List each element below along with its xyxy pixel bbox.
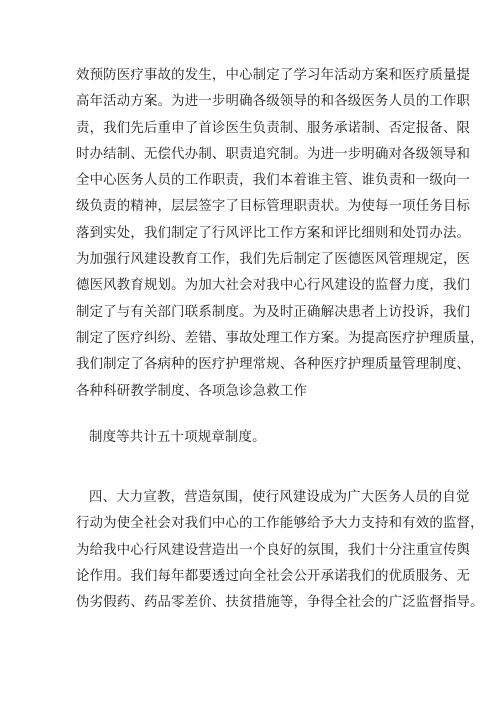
text-line: 我们制定了各病种的医疗护理常规、各种医疗护理质量管理制度、: [76, 357, 471, 373]
text-line: 德医风教育规划。为加大社会对我中心行风建设的监督力度，我们: [76, 278, 471, 294]
text-line: 制定了与有关部门联系制度。为及时正确解决患者上访投诉，我们: [76, 304, 471, 320]
text-line: 落到实处，我们制定了行风评比工作方案和评比细则和处罚办法。: [76, 225, 471, 241]
text-line: 级负责的精神，层层签字了目标管理职责状。为使每一项任务目标: [76, 199, 471, 215]
text-line: 为加强行风建设教育工作，我们先后制定了医德医风管理规定，医: [76, 252, 471, 268]
section-heading-line: 四、大力宣教，营造氛围，使行风建设成为广大医务人员的自觉: [89, 490, 470, 505]
paragraph-regulations: [76, 63, 484, 405]
text-line: 制定了医疗纠纷、差错、事故处理工作方案。为提高医疗护理质量，: [76, 330, 484, 346]
text-line: 伪劣假药、药品零差价、扶贫措施等，争得全社会的广泛监督指导。: [76, 595, 484, 611]
text-line: 行动为使全社会对我们中心的工作能够给予大力支持和有效的监督，: [76, 516, 484, 532]
text-line: 全中心医务人员的工作职责，我们本着谁主管、谁负责和一级向一: [76, 173, 471, 189]
text-line: 效预防医疗事故的发生，中心制定了学习年活动方案和医疗质量提: [76, 68, 471, 83]
text-line: 为给我中心行风建设营造出一个良好的氛围，我们十分注重宣传舆: [76, 542, 471, 558]
text-line: 责，我们先后重申了首诊医生负责制、服务承诺制、否定报备、限: [76, 120, 471, 136]
paragraph-total-rules: [76, 425, 441, 451]
text-line: 各种科研教学制度、各项急诊急救工作: [76, 383, 308, 399]
text-line: 高年活动方案。为进一步明确各级领导的和各级医务人员的工作职: [76, 94, 471, 110]
paragraph-section-four: [76, 485, 484, 616]
text-line: 时办结制、无偿代办制、职责追究制。为进一步明确对各级领导和: [76, 146, 471, 162]
text-line: 论作用。我们每年都要透过向全社会公开承诺我们的优质服务、无: [76, 568, 471, 584]
text-line: 制度等共计五十项规章制度。: [89, 430, 266, 445]
